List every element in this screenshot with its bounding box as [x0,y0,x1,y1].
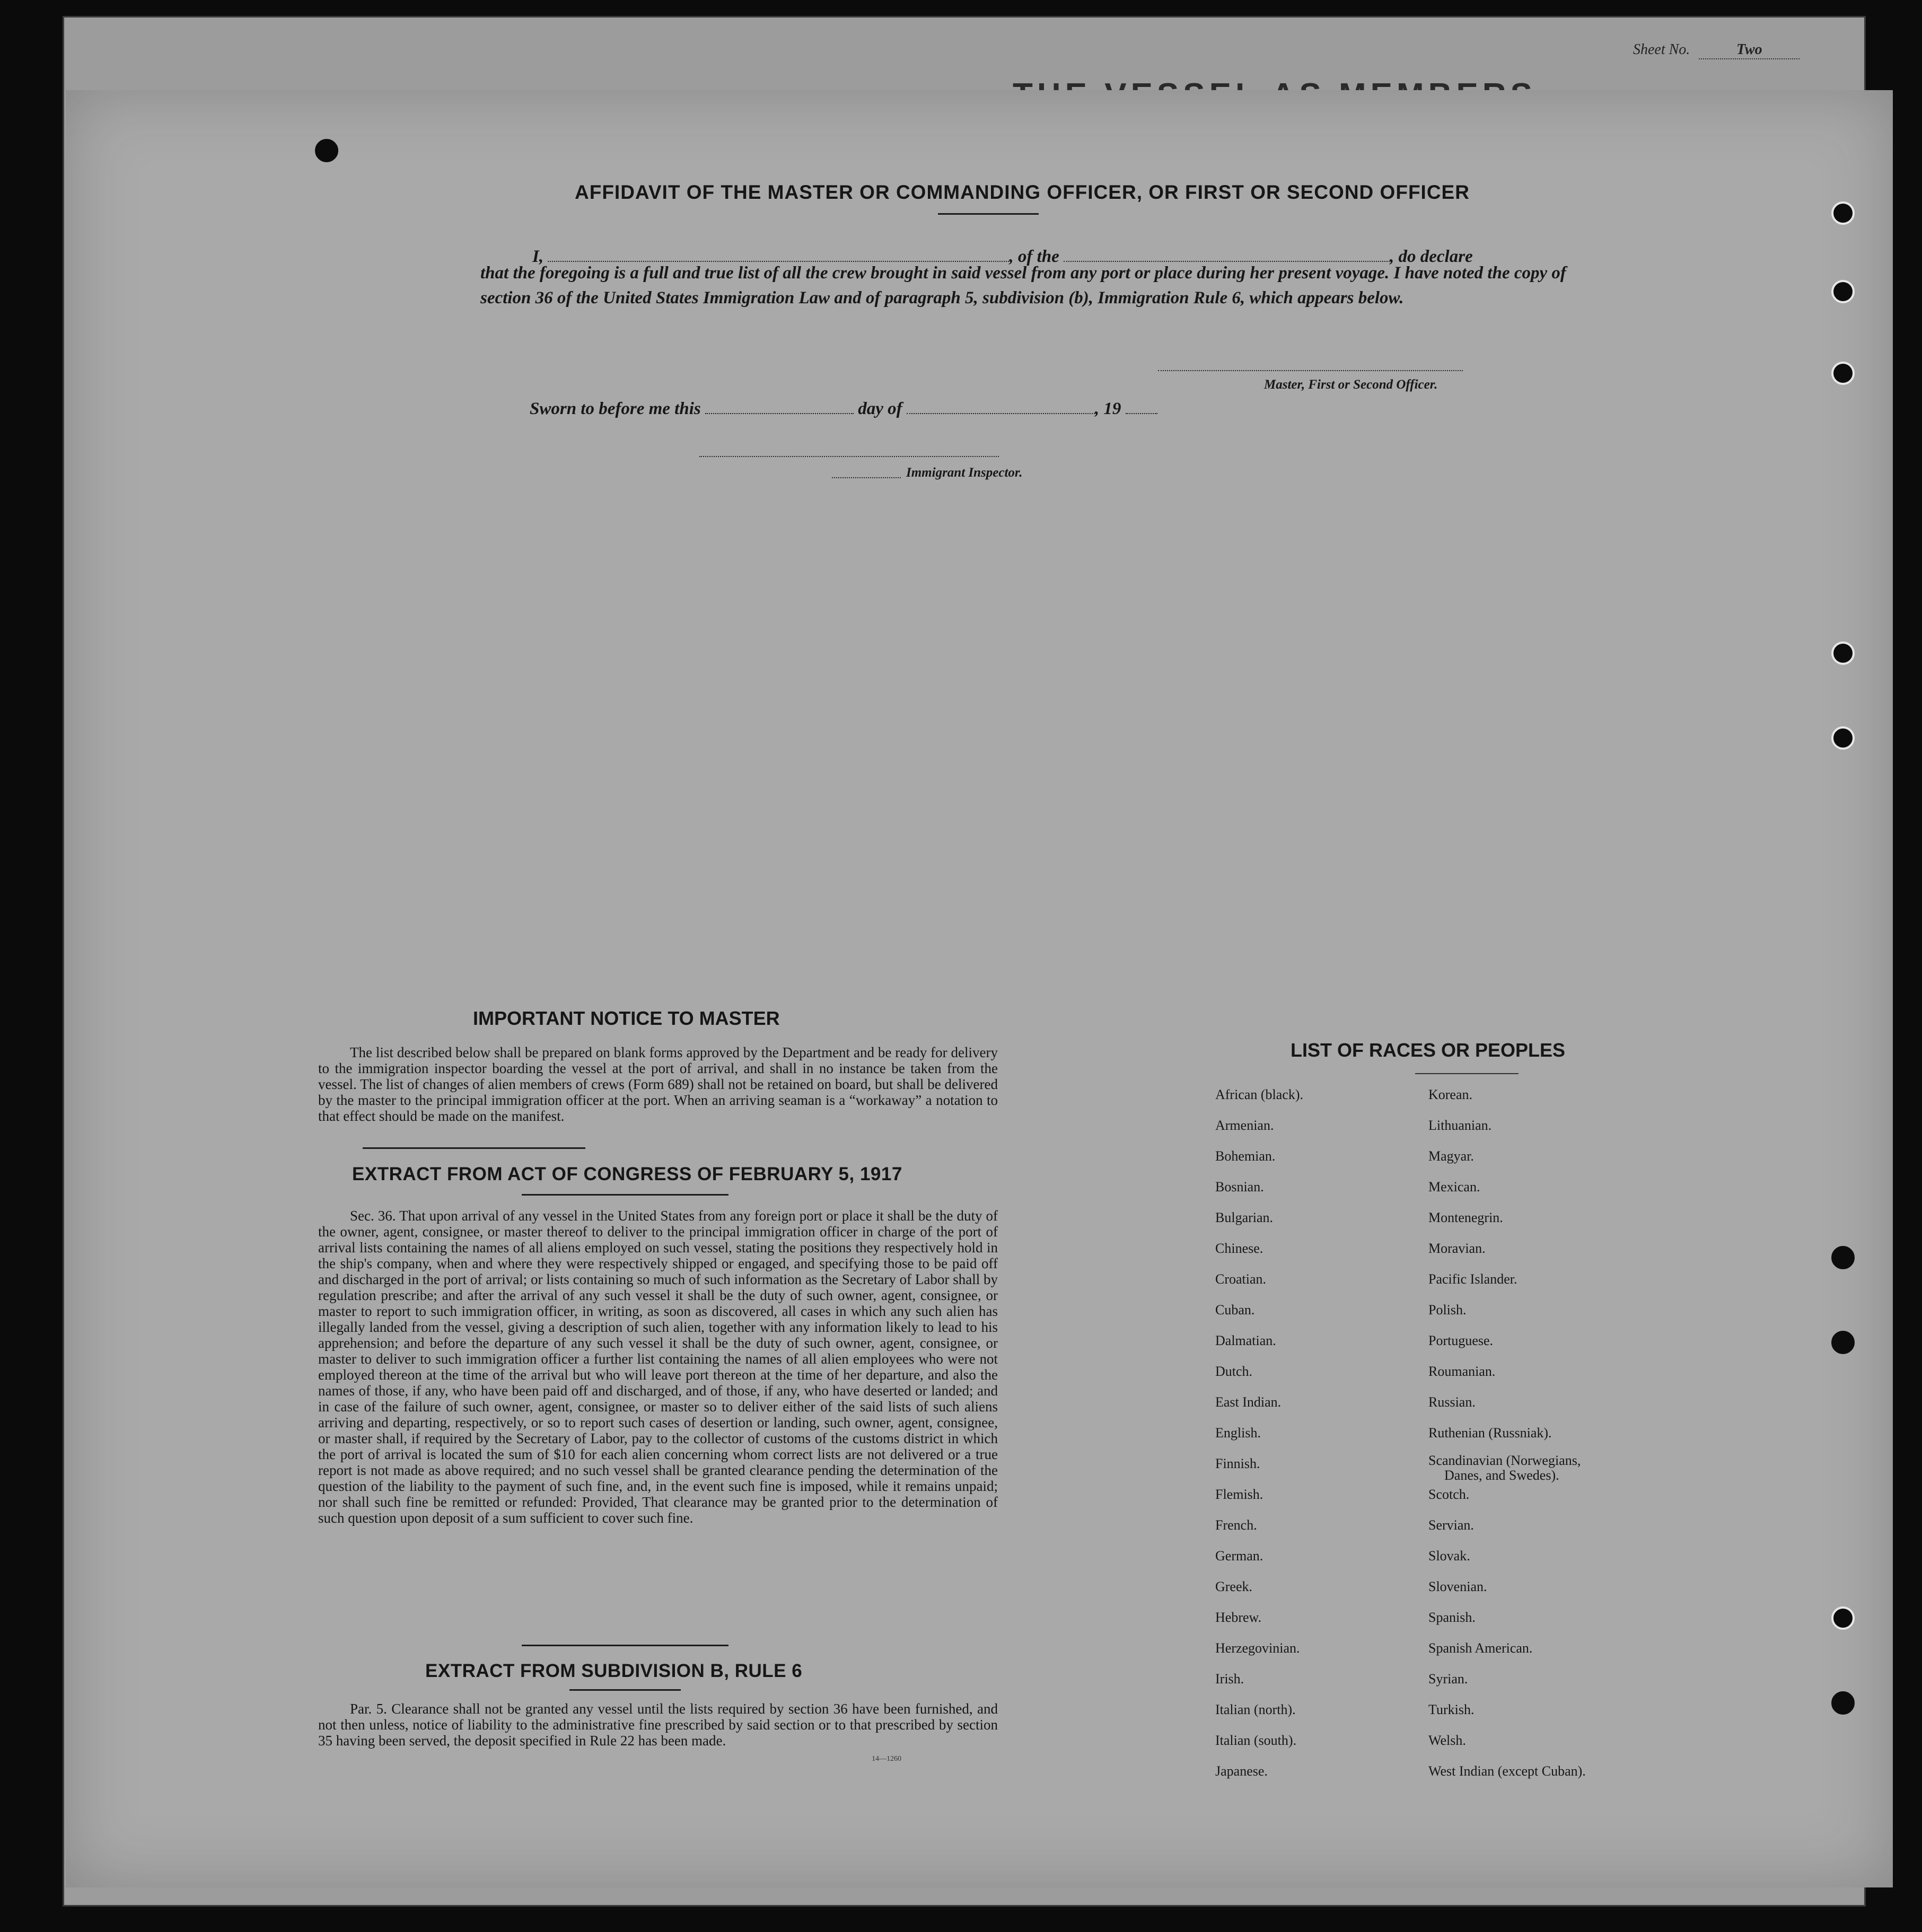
binder-hole-icon [1831,1246,1855,1269]
race-item: Roumanian. [1428,1364,1496,1379]
inspector-signature-field[interactable] [699,456,999,457]
master-signature-field[interactable] [1158,370,1463,371]
race-item: East Indian. [1215,1394,1282,1410]
race-item: Scotch. [1428,1487,1470,1502]
affidavit-title-rule [938,213,1039,215]
race-item: English. [1215,1425,1261,1441]
sworn-year-field[interactable] [1126,413,1157,414]
race-item: Finnish. [1215,1456,1260,1471]
rule-title-rule-bottom [569,1689,681,1691]
binder-hole-icon [1831,201,1855,225]
race-item: Ruthenian (Russniak). [1428,1425,1552,1441]
act-title-rule-bottom [522,1194,729,1196]
sworn-month-field[interactable] [907,413,1095,414]
race-item: West Indian (except Cuban). [1428,1763,1586,1779]
race-item: Chinese. [1215,1241,1263,1256]
race-item: French. [1215,1517,1257,1533]
binder-hole-icon [315,139,338,162]
race-item: Danes, and Swedes). [1444,1468,1559,1483]
race-item: Pacific Islander. [1428,1271,1517,1287]
sheet-number-value: Two [1699,41,1800,59]
act-title-rule-top [363,1147,585,1149]
sworn-label: Sworn to before me this [530,399,701,418]
form-number: 14—1260 [872,1755,901,1763]
notice-text: The list described below shall be prepared on blank forms approved by the Department and be ready for delivery to the immigration inspector boarding the vessel at the port of arrival, and shall in no instance be taken from the vessel. The list of changes of alien members of crews (Form 689) shall not be retained on board, but shall be delivered by the master to the principal immigration officer at the port. When an arriving seaman is a “workaway” a notation to that effect should be made on the manifest. [318,1044,998,1124]
race-item: German. [1215,1548,1263,1564]
race-item: Slovenian. [1428,1579,1487,1594]
race-item: Servian. [1428,1517,1474,1533]
race-item: Flemish. [1215,1487,1263,1502]
race-item: Bosnian. [1215,1179,1264,1195]
binder-hole-icon [1831,362,1855,385]
sheet-number-label: Sheet No. [1633,41,1690,58]
races-list-title: LIST OF RACES OR PEOPLES [1291,1039,1566,1061]
affidavit-do-declare-label: , do declare [1390,247,1473,266]
race-item: Russian. [1428,1394,1476,1410]
affidavit-title: AFFIDAVIT OF THE MASTER OR COMMANDING OFFICER, OR FIRST OR SECOND OFFICER [575,181,1470,203]
race-item: Dutch. [1215,1364,1253,1379]
binder-hole-icon [1831,1606,1855,1630]
race-item: Armenian. [1215,1118,1274,1133]
rule-extract-title: EXTRACT FROM SUBDIVISION B, RULE 6 [425,1661,803,1681]
binder-hole-icon [1831,726,1855,750]
race-item: Dalmatian. [1215,1333,1276,1348]
binder-hole-icon [1831,280,1855,303]
act-extract-title: EXTRACT FROM ACT OF CONGRESS OF FEBRUARY 5, 1917 [352,1164,902,1184]
race-item: Italian (south). [1215,1733,1297,1748]
binder-hole-icon [1831,1691,1855,1715]
master-signature-label: Master, First or Second Officer. [1264,377,1438,392]
affidavit-body: that the foregoing is a full and true list of all the crew brought in said vessel from any port or place during her present voyage. I have noted the copy of section 36 of the United States Immigration Law and of paragraph 5, subdivision (b), Immigration Rule 6, which appears below. [480,264,1566,308]
race-item: Montenegrin. [1428,1210,1503,1225]
race-item: Scandinavian (Norwegians, [1428,1453,1581,1468]
race-item: Greek. [1215,1579,1253,1594]
rule-extract-text: Par. 5. Clearance shall not be granted any vessel until the lists required by section 36 have been furnished, and not then unless, notice of liability to the administrative fine prescribed by said section or to that prescribed by section 35 having been served, the deposit specified in Rule 22 has been made. [318,1701,998,1749]
race-item: Cuban. [1215,1302,1255,1318]
inspector-signature-lead [832,477,901,478]
notice-title: IMPORTANT NOTICE TO MASTER [473,1007,780,1029]
race-item: Herzegovinian. [1215,1640,1300,1656]
binder-hole-icon [1831,642,1855,665]
race-item: Bulgarian. [1215,1210,1274,1225]
race-item: Korean. [1428,1087,1473,1102]
sworn-line [530,399,1157,419]
race-item: Bohemian. [1215,1148,1276,1164]
day-of-label: day of [858,399,902,418]
race-item: Polish. [1428,1302,1467,1318]
race-item: Hebrew. [1215,1610,1262,1625]
race-item: Mexican. [1428,1179,1480,1195]
race-item: Portuguese. [1428,1333,1494,1348]
rule-title-rule-top [522,1645,729,1646]
sworn-day-field[interactable] [705,413,854,414]
race-item: Irish. [1215,1671,1244,1687]
race-item: Welsh. [1428,1733,1466,1748]
sheet-number [1633,41,1800,59]
manifest-page [66,90,1893,1887]
race-item: Magyar. [1428,1148,1474,1164]
race-item: Lithuanian. [1428,1118,1492,1133]
inspector-label: Immigrant Inspector. [906,466,1023,480]
race-item: Turkish. [1428,1702,1475,1717]
act-extract-text: Sec. 36. That upon arrival of any vessel in the United States from any foreign port or place it shall be the duty of the owner, agent, consignee, or master thereof to deliver to the principal immigration officer in charge of the port of arrival lists containing the names of all aliens employed on such vessel, stating the positions they respectively hold in the ship's company, when and where they were respectively shipped or engaged, and specifying those to be paid off and discharged in the port of arrival; or lists containing so much of such information as the Secretary of Labor shall by regulation prescribe; and after the arrival of any such vessel it shall be the duty of such owner, agent, consignee, or master to report to such immigration officer, in writing, as soon as discovered, all cases in which any such alien has illegally landed from the vessel, giving a description of such alien, together with any information likely to lead to his apprehension; and before the departure of any such vessel it shall be the duty of such owner, agent, consignee, or master to deliver to such immigration officer a further list containing the names of all alien employees who were not employed thereon at the time of the arrival but who will leave port thereon at the time of her departure, and also the names of those, if any, who have been paid off and discharged, and of those, if any, who have deserted or landed; and in case of the failure of such owner, agent, consignee, or master so to deliver either of the said lists of such aliens arriving and departing, respectively, or so to report such cases of desertion or landing, such owner, agent, consignee, or master shall, if required by the Secretary of Labor, pay to the collector of customs of the customs district in which the port of arrival is located the sum of $10 for each alien concerning whom correct lists are not delivered or a true report is not made as above required; and no such vessel shall be granted clearance pending the determination of the question of the liability to the payment of such fine, and, in the event such fine is imposed, while it remains unpaid; nor shall such fine be remitted or refunded: Provided, That clearance may be granted prior to the determination of such question upon deposit of a sum sufficient to cover such fine. [318,1208,998,1526]
race-item: African (black). [1215,1087,1304,1102]
race-item: Spanish. [1428,1610,1476,1625]
year-label: , 19 [1094,399,1121,418]
race-item: Japanese. [1215,1763,1268,1779]
affidavit-i-label: I, [532,247,544,266]
race-item: Spanish American. [1428,1640,1533,1656]
race-item: Slovak. [1428,1548,1470,1564]
race-item: Italian (north). [1215,1702,1296,1717]
binder-hole-icon [1831,1331,1855,1354]
race-item: Croatian. [1215,1271,1267,1287]
race-item: Syrian. [1428,1671,1468,1687]
races-title-rule [1415,1073,1519,1074]
affidavit-of-the-label: , of the [1009,247,1059,266]
race-item: Moravian. [1428,1241,1486,1256]
